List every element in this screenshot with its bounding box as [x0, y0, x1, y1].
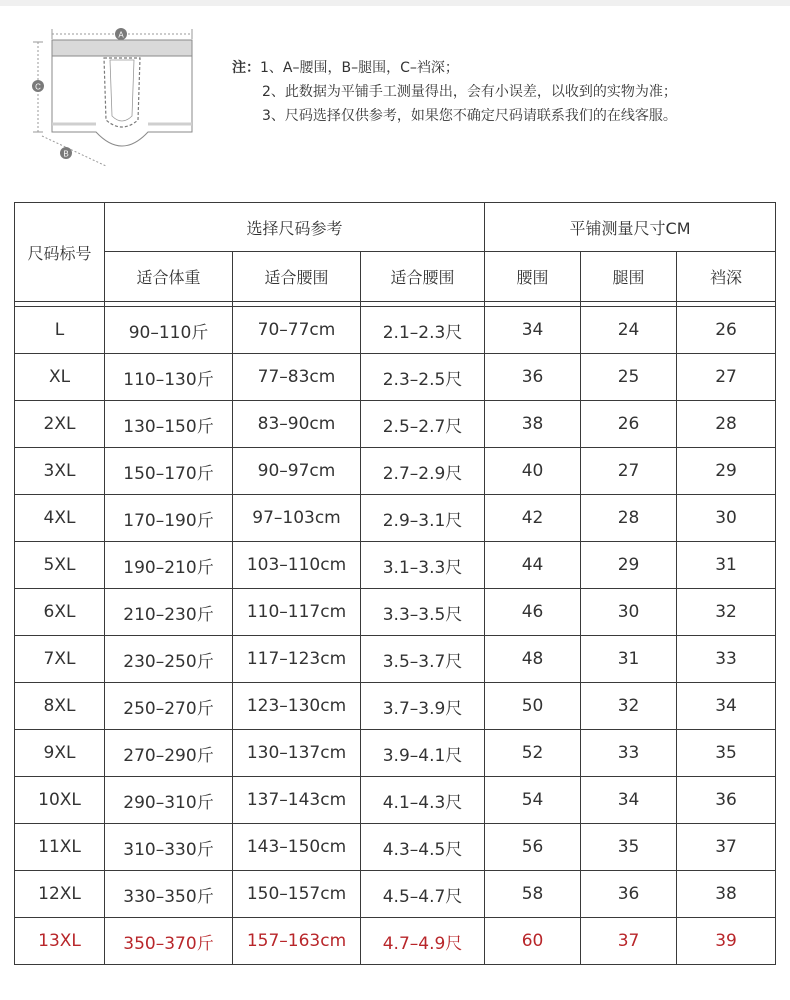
size-cell: XL: [15, 354, 105, 401]
rise-cell: 32: [677, 589, 776, 636]
rise-cell: 27: [677, 354, 776, 401]
waist-chi-cell: 2.5–2.7尺: [361, 401, 485, 448]
table-row: [15, 354, 776, 401]
leg-cell: 25: [581, 354, 677, 401]
weight-cell: 270–290斤: [105, 730, 233, 777]
waist-cm-cell: 150–157cm: [233, 871, 361, 918]
waist-cm-cell: 157–163cm: [233, 918, 361, 965]
table-row: [15, 871, 776, 918]
leg-cell: 35: [581, 824, 677, 871]
size-cell: 3XL: [15, 448, 105, 495]
waist-chi-cell: 3.3–3.5尺: [361, 589, 485, 636]
table-row: [15, 542, 776, 589]
table-body: [15, 203, 776, 965]
waist-chi-cell: 4.5–4.7尺: [361, 871, 485, 918]
rise-cell: 39: [677, 918, 776, 965]
weight-cell: 190–210斤: [105, 542, 233, 589]
leg-measure-line: [42, 136, 106, 166]
weight-cell: 130–150斤: [105, 401, 233, 448]
rise-cell: 28: [677, 401, 776, 448]
size-cell: 4XL: [15, 495, 105, 542]
table-row-highlighted: [15, 918, 776, 965]
label-c: C: [35, 82, 41, 92]
waist-cell: 40: [485, 448, 581, 495]
waist-cell: 44: [485, 542, 581, 589]
waist-cell: 56: [485, 824, 581, 871]
rise-cell: 31: [677, 542, 776, 589]
size-reference-header: 选择尺码参考: [105, 203, 485, 252]
size-cell: 5XL: [15, 542, 105, 589]
leg-cell: 32: [581, 683, 677, 730]
size-cell: L: [15, 307, 105, 354]
waist-cell: 54: [485, 777, 581, 824]
size-cell: 8XL: [15, 683, 105, 730]
table-row: [15, 589, 776, 636]
underwear-diagram: [28, 20, 200, 170]
table-row: [15, 495, 776, 542]
waist-chi-cell: 4.1–4.3尺: [361, 777, 485, 824]
waist-chi-cell: 2.3–2.5尺: [361, 354, 485, 401]
leg-col-header: 腿围: [581, 252, 677, 302]
weight-cell: 110–130斤: [105, 354, 233, 401]
waist-cm-cell: 143–150cm: [233, 824, 361, 871]
waist-chi-cell: 2.9–3.1尺: [361, 495, 485, 542]
weight-cell: 330–350斤: [105, 871, 233, 918]
waist-cell: 42: [485, 495, 581, 542]
flat-measure-header: 平铺测量尺寸CM: [485, 203, 776, 252]
table-row: [15, 730, 776, 777]
rise-cell: 26: [677, 307, 776, 354]
size-cell: 6XL: [15, 589, 105, 636]
weight-cell: 170–190斤: [105, 495, 233, 542]
underwear-shape: [52, 40, 192, 146]
note-line-2: 2、此数据为平铺手工测量得出，会有小误差，以收到的实物为准；: [262, 84, 677, 100]
waist-chi-cell: 3.5–3.7尺: [361, 636, 485, 683]
waist-cm-cell: 123–130cm: [233, 683, 361, 730]
weight-cell: 230–250斤: [105, 636, 233, 683]
waist-cm-cell: 97–103cm: [233, 495, 361, 542]
waist-chi-cell: 4.7–4.9尺: [361, 918, 485, 965]
waist-col-header: 腰围: [485, 252, 581, 302]
waist-chi-cell: 2.7–2.9尺: [361, 448, 485, 495]
table-row: [15, 777, 776, 824]
waist-cell: 36: [485, 354, 581, 401]
weight-cell: 90–110斤: [105, 307, 233, 354]
table-row: [15, 683, 776, 730]
waist-cell: 52: [485, 730, 581, 777]
label-a: A: [118, 30, 124, 40]
waist-cm-cell: 70–77cm: [233, 307, 361, 354]
waist-cell: 50: [485, 683, 581, 730]
leg-cell: 27: [581, 448, 677, 495]
waist-chi-cell: 3.7–3.9尺: [361, 683, 485, 730]
note-line-3: 3、尺码选择仅供参考，如果您不确定尺码请联系我们的在线客服。: [262, 108, 677, 124]
waist-cm-cell: 90–97cm: [233, 448, 361, 495]
table-row: [15, 448, 776, 495]
weight-cell: 210–230斤: [105, 589, 233, 636]
note-line-1: [232, 56, 782, 80]
waist-cm-cell: 110–117cm: [233, 589, 361, 636]
rise-cell: 33: [677, 636, 776, 683]
waist-chi-cell: 4.3–4.5尺: [361, 824, 485, 871]
header-row-1: [15, 203, 776, 252]
waist-chi-cell: 3.9–4.1尺: [361, 730, 485, 777]
table-row: [15, 824, 776, 871]
waist-cell: 60: [485, 918, 581, 965]
rise-col-header: 裆深: [677, 252, 776, 302]
waist-cell: 58: [485, 871, 581, 918]
leg-cell: 36: [581, 871, 677, 918]
size-cell: 10XL: [15, 777, 105, 824]
size-label-header: 尺码标号: [15, 203, 105, 302]
waist-cm-cell: 137–143cm: [233, 777, 361, 824]
waist-chi-cell: 3.1–3.3尺: [361, 542, 485, 589]
size-cell: 9XL: [15, 730, 105, 777]
waist-cm-cell: 77–83cm: [233, 354, 361, 401]
weight-col-header: 适合体重: [105, 252, 233, 302]
rise-cell: 30: [677, 495, 776, 542]
size-cell: 7XL: [15, 636, 105, 683]
waist-cell: 34: [485, 307, 581, 354]
waist-cm-col-header: 适合腰围: [233, 252, 361, 302]
waist-chi-cell: 2.1–2.3尺: [361, 307, 485, 354]
waist-chi-col-header: 适合腰围: [361, 252, 485, 302]
size-cell: 11XL: [15, 824, 105, 871]
top-band: [0, 0, 790, 6]
weight-cell: 150–170斤: [105, 448, 233, 495]
weight-cell: 250–270斤: [105, 683, 233, 730]
leg-cell: 33: [581, 730, 677, 777]
size-chart-table: [14, 202, 776, 965]
leg-cell: 30: [581, 589, 677, 636]
weight-cell: 350–370斤: [105, 918, 233, 965]
table-row: [15, 307, 776, 354]
waist-cm-cell: 130–137cm: [233, 730, 361, 777]
leg-cell: 29: [581, 542, 677, 589]
leg-cell: 34: [581, 777, 677, 824]
rise-cell: 29: [677, 448, 776, 495]
waist-cm-cell: 117–123cm: [233, 636, 361, 683]
rise-cell: 35: [677, 730, 776, 777]
rise-cell: 38: [677, 871, 776, 918]
leg-cell: 37: [581, 918, 677, 965]
rise-cell: 34: [677, 683, 776, 730]
rise-cell: 36: [677, 777, 776, 824]
table-row: [15, 636, 776, 683]
size-cell: 2XL: [15, 401, 105, 448]
notes-block: [232, 56, 782, 128]
note-text-1: 1、A–腰围，B–腿围，C–裆深；: [260, 60, 459, 76]
waist-cm-cell: 83–90cm: [233, 401, 361, 448]
waist-cell: 38: [485, 401, 581, 448]
leg-cell: 28: [581, 495, 677, 542]
note-heading: 注：: [232, 60, 260, 76]
waist-cell: 46: [485, 589, 581, 636]
size-cell: 13XL: [15, 918, 105, 965]
header-row-2: [15, 252, 776, 302]
waist-cm-cell: 103–110cm: [233, 542, 361, 589]
label-b: B: [63, 149, 69, 159]
leg-cell: 24: [581, 307, 677, 354]
waist-cell: 48: [485, 636, 581, 683]
table-row: [15, 401, 776, 448]
size-cell: 12XL: [15, 871, 105, 918]
rise-cell: 37: [677, 824, 776, 871]
leg-cell: 26: [581, 401, 677, 448]
weight-cell: 290–310斤: [105, 777, 233, 824]
leg-cell: 31: [581, 636, 677, 683]
weight-cell: 310–330斤: [105, 824, 233, 871]
